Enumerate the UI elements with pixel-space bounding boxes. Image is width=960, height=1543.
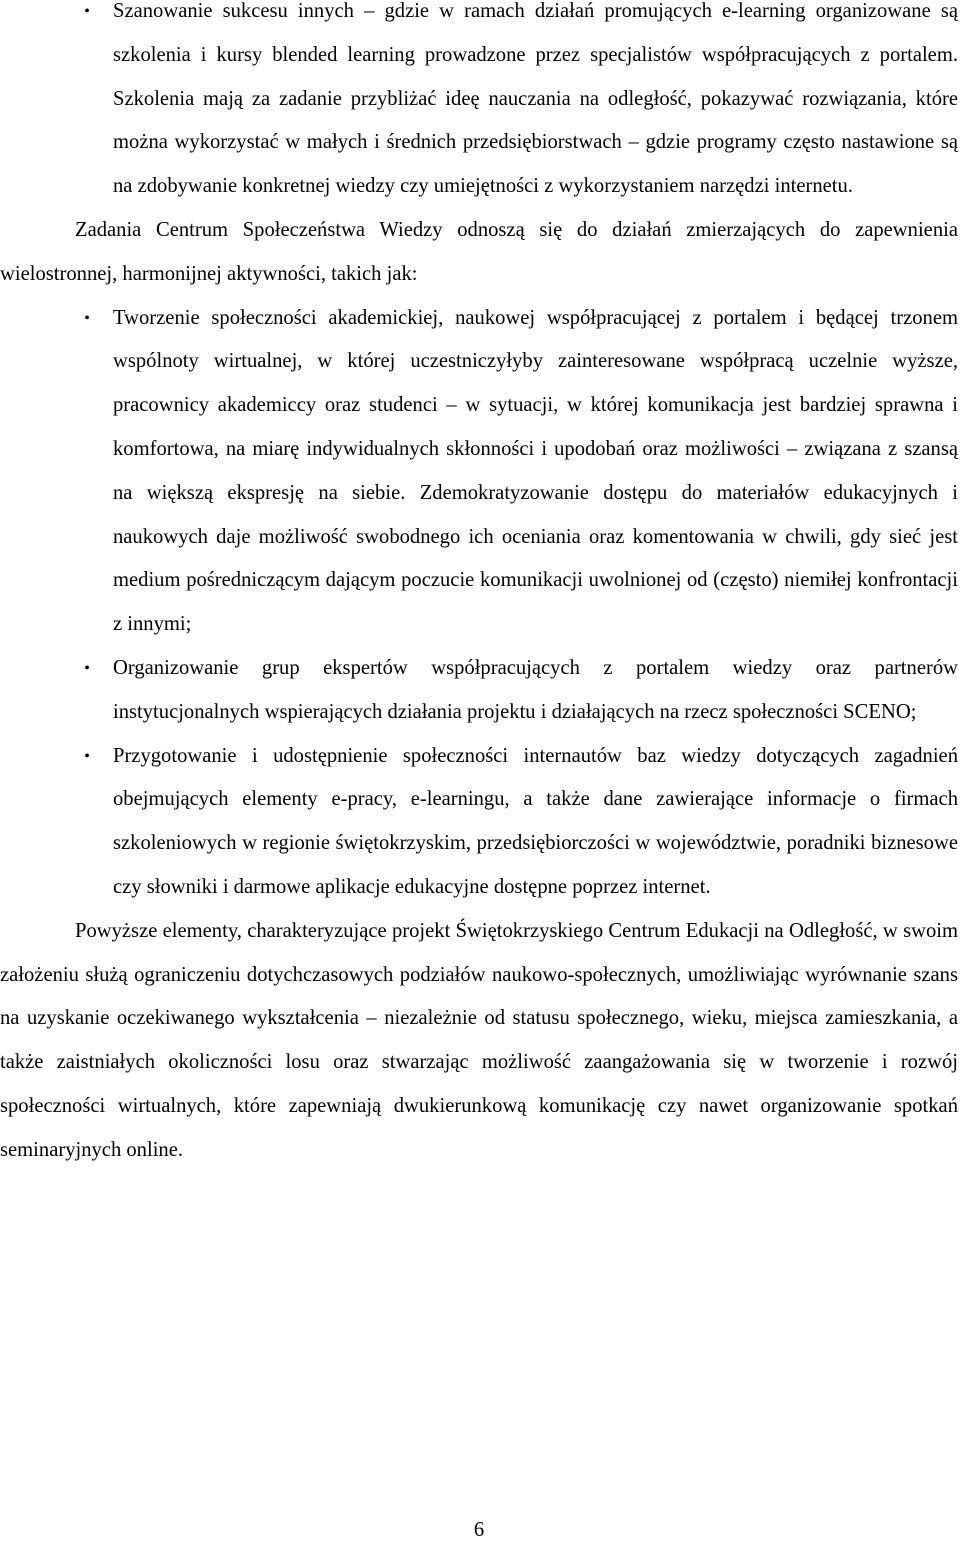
bullet-text: Tworzenie społeczności akademickiej, naukowej współpracującej z portalem i będącej trzonem wspólnoty wirtualnej, w której uczestniczyłyby zainteresowane współpracą uczelnie wyższe, pracownicy akademiccy oraz studenci – w sytuacji, w której komunikacja jest bardziej sprawna i komfortowa, na miarę indywidualnych skłonności i upodobań oraz możliwości – związana z szansą na większą ekspresję na siebie. Zdemokratyzowanie dostępu do materiałów edukacyjnych i naukowych daje możliwość swobodnego ich oceniania oraz komentowania w chwili, gdy sieć jest medium pośredniczącym dającym poczucie komunikacji uwolnionej od (często) niemiłej konfrontacji z innymi; [113, 306, 958, 636]
bullet-text: Przygotowanie i udostępnienie społeczności internautów baz wiedzy dotyczących zagadnień obejmujących elementy e-pracy, e-learningu, a także dane zawierające informacje o firmach szkoleniowych w regionie świętokrzyskim, przedsiębiorczości w województwie, poradniki biznesowe czy słowniki i darmowe aplikacje edukacyjne dostępne poprzez internet. [113, 744, 958, 898]
list-item [0, 735, 958, 910]
bullet-icon: • [84, 659, 90, 677]
bullet-list-top [0, 0, 958, 209]
bullet-text: Szanowanie sukcesu innych – gdzie w ramach działań promujących e-learning organizowane są szkolenia i kursy blended learning prowadzone przez specjalistów współpracujących z portalem. Szkolenia mają za zadanie przybliżać ideę nauczania na odległość, pokazywać rozwiązania, które można wykorzystać w małych i średnich przedsiębiorstwach – gdzie programy często nastawione są na zdobywanie konkretnej wiedzy czy umiejętności z wykorzystaniem narzędzi internetu. [113, 0, 958, 198]
bullet-list-tasks [0, 297, 958, 910]
bullet-icon: • [84, 3, 90, 20]
bullet-icon: • [84, 747, 90, 765]
paragraph-summary: Powyższe elementy, charakteryzujące projekt Świętokrzyskiego Centrum Edukacji na Odległość, w swoim założeniu służą ograniczeniu dotychczasowych podziałów naukowo-społecznych, umożliwiając wyrównanie szans na uzyskanie oczekiwanego wykształcenia – niezależnie od statusu społecznego, wieku, miejsca zamieszkania, a także zaistniałych okoliczności losu oraz stwarzając możliwość zaangażowania się w tworzenie i rozwój społeczności wirtualnych, które zapewniają dwukierunkową komunikację czy nawet organizowanie spotkań seminaryjnych online. [0, 919, 958, 1161]
page-number: 6 [473, 1519, 485, 1541]
list-item [0, 297, 958, 647]
bullet-icon: • [84, 309, 90, 327]
list-item [0, 0, 958, 209]
bullet-text: Organizowanie grup ekspertów współpracujących z portalem wiedzy oraz partnerów instytucjonalnych wspierających działania projektu i działających na rzecz społeczności SCENO; [113, 656, 958, 723]
paragraph-tasks-intro: Zadania Centrum Społeczeństwa Wiedzy odnoszą się do działań zmierzających do zapewnienia wielostronnej, harmonijnej aktywności, takich jak: [0, 218, 958, 285]
list-item [0, 647, 958, 735]
